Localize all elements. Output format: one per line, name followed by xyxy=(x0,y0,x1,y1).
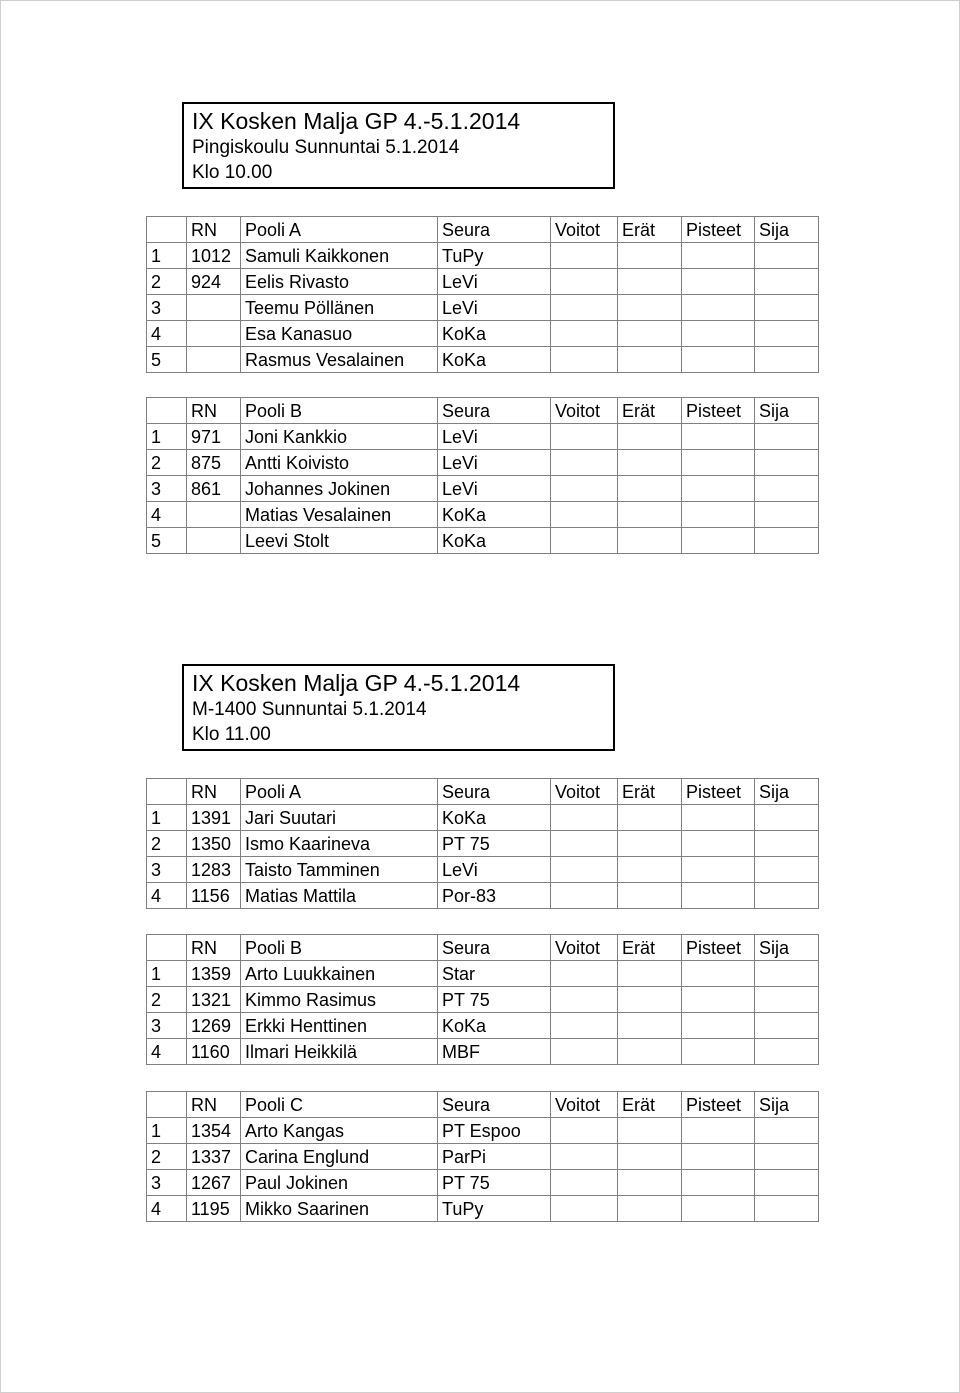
points-cell[interactable] xyxy=(682,424,755,450)
position-cell[interactable] xyxy=(755,961,819,987)
table-row xyxy=(147,987,819,1013)
position-cell[interactable] xyxy=(755,321,819,347)
points-cell[interactable] xyxy=(682,528,755,554)
position-cell[interactable] xyxy=(755,1196,819,1222)
table-row xyxy=(147,831,819,857)
table-row xyxy=(147,1013,819,1039)
row-number: 4 xyxy=(147,1196,187,1222)
player-name: Leevi Stolt xyxy=(241,528,438,554)
player-club: LeVi xyxy=(438,450,551,476)
sets-cell[interactable] xyxy=(618,243,682,269)
player-name: Johannes Jokinen xyxy=(241,476,438,502)
header-wins: Voitot xyxy=(551,1092,618,1118)
section-title-box xyxy=(182,102,615,189)
points-cell[interactable] xyxy=(682,347,755,373)
position-cell[interactable] xyxy=(755,502,819,528)
header-blank xyxy=(147,398,187,424)
sets-cell[interactable] xyxy=(618,1118,682,1144)
player-name: Erkki Henttinen xyxy=(241,1013,438,1039)
player-name: Matias Mattila xyxy=(241,883,438,909)
table-row xyxy=(147,961,819,987)
player-name: Eelis Rivasto xyxy=(241,269,438,295)
points-cell[interactable] xyxy=(682,269,755,295)
table-row xyxy=(147,295,819,321)
row-number: 2 xyxy=(147,987,187,1013)
player-name: Arto Kangas xyxy=(241,1118,438,1144)
player-club: PT 75 xyxy=(438,1170,551,1196)
sets-cell[interactable] xyxy=(618,502,682,528)
player-club: TuPy xyxy=(438,243,551,269)
header-wins: Voitot xyxy=(551,935,618,961)
player-rating: 1321 xyxy=(187,987,241,1013)
player-rating: 1012 xyxy=(187,243,241,269)
row-number: 3 xyxy=(147,1170,187,1196)
position-cell[interactable] xyxy=(755,424,819,450)
pool-header-row xyxy=(147,1092,819,1118)
player-rating xyxy=(187,295,241,321)
points-cell[interactable] xyxy=(682,831,755,857)
player-name: Teemu Pöllänen xyxy=(241,295,438,321)
header-pool-name: Pooli B xyxy=(241,935,438,961)
position-cell[interactable] xyxy=(755,1118,819,1144)
player-rating: 1350 xyxy=(187,831,241,857)
player-rating: 875 xyxy=(187,450,241,476)
points-cell[interactable] xyxy=(682,961,755,987)
table-row xyxy=(147,321,819,347)
player-club: MBF xyxy=(438,1039,551,1065)
header-pool-name: Pooli B xyxy=(241,398,438,424)
row-number: 2 xyxy=(147,450,187,476)
header-club: Seura xyxy=(438,1092,551,1118)
header-blank xyxy=(147,1092,187,1118)
header-points: Pisteet xyxy=(682,217,755,243)
player-club: KoKa xyxy=(438,347,551,373)
row-number: 4 xyxy=(147,502,187,528)
points-cell[interactable] xyxy=(682,1039,755,1065)
header-position: Sija xyxy=(755,398,819,424)
player-rating: 861 xyxy=(187,476,241,502)
event-subtitle: M-1400 Sunnuntai 5.1.2014 xyxy=(192,699,427,720)
points-cell[interactable] xyxy=(682,1118,755,1144)
header-club: Seura xyxy=(438,398,551,424)
player-rating: 1269 xyxy=(187,1013,241,1039)
position-cell[interactable] xyxy=(755,269,819,295)
wins-cell[interactable] xyxy=(551,502,618,528)
player-club: ParPi xyxy=(438,1144,551,1170)
sets-cell[interactable] xyxy=(618,805,682,831)
pool-header-row xyxy=(147,217,819,243)
player-rating xyxy=(187,528,241,554)
wins-cell[interactable] xyxy=(551,1039,618,1065)
sets-cell[interactable] xyxy=(618,961,682,987)
player-name: Antti Koivisto xyxy=(241,450,438,476)
player-club: LeVi xyxy=(438,269,551,295)
header-club: Seura xyxy=(438,935,551,961)
table-row xyxy=(147,528,819,554)
header-sets: Erät xyxy=(618,779,682,805)
wins-cell[interactable] xyxy=(551,1144,618,1170)
wins-cell[interactable] xyxy=(551,476,618,502)
row-number: 1 xyxy=(147,1118,187,1144)
pool-table xyxy=(146,216,819,373)
player-rating: 1156 xyxy=(187,883,241,909)
table-row xyxy=(147,1170,819,1196)
player-rating xyxy=(187,502,241,528)
player-name: Paul Jokinen xyxy=(241,1170,438,1196)
header-points: Pisteet xyxy=(682,779,755,805)
player-club: LeVi xyxy=(438,295,551,321)
row-number: 1 xyxy=(147,961,187,987)
position-cell[interactable] xyxy=(755,1144,819,1170)
points-cell[interactable] xyxy=(682,1196,755,1222)
wins-cell[interactable] xyxy=(551,831,618,857)
player-name: Matias Vesalainen xyxy=(241,502,438,528)
player-name: Esa Kanasuo xyxy=(241,321,438,347)
row-number: 2 xyxy=(147,1144,187,1170)
event-subtitle: Pingiskoulu Sunnuntai 5.1.2014 xyxy=(192,137,460,158)
section-title-box xyxy=(182,664,615,751)
wins-cell[interactable] xyxy=(551,424,618,450)
wins-cell[interactable] xyxy=(551,987,618,1013)
pool-table xyxy=(146,778,819,909)
points-cell[interactable] xyxy=(682,987,755,1013)
table-row xyxy=(147,347,819,373)
header-rn: RN xyxy=(187,779,241,805)
player-club: PT 75 xyxy=(438,831,551,857)
wins-cell[interactable] xyxy=(551,450,618,476)
header-sets: Erät xyxy=(618,398,682,424)
player-club: KoKa xyxy=(438,528,551,554)
sets-cell[interactable] xyxy=(618,1039,682,1065)
player-club: Star xyxy=(438,961,551,987)
player-name: Kimmo Rasimus xyxy=(241,987,438,1013)
wins-cell[interactable] xyxy=(551,1013,618,1039)
player-club: KoKa xyxy=(438,1013,551,1039)
player-club: KoKa xyxy=(438,805,551,831)
row-number: 1 xyxy=(147,243,187,269)
wins-cell[interactable] xyxy=(551,805,618,831)
position-cell[interactable] xyxy=(755,883,819,909)
wins-cell[interactable] xyxy=(551,528,618,554)
player-club: PT 75 xyxy=(438,987,551,1013)
wins-cell[interactable] xyxy=(551,961,618,987)
table-row xyxy=(147,269,819,295)
player-rating: 1337 xyxy=(187,1144,241,1170)
table-row xyxy=(147,450,819,476)
player-rating: 924 xyxy=(187,269,241,295)
row-number: 2 xyxy=(147,831,187,857)
header-rn: RN xyxy=(187,935,241,961)
wins-cell[interactable] xyxy=(551,347,618,373)
pool-table xyxy=(146,934,819,1065)
row-number: 3 xyxy=(147,476,187,502)
header-club: Seura xyxy=(438,779,551,805)
header-sets: Erät xyxy=(618,935,682,961)
header-blank xyxy=(147,779,187,805)
player-name: Arto Luukkainen xyxy=(241,961,438,987)
row-number: 2 xyxy=(147,269,187,295)
wins-cell[interactable] xyxy=(551,857,618,883)
sets-cell[interactable] xyxy=(618,347,682,373)
points-cell[interactable] xyxy=(682,1170,755,1196)
points-cell[interactable] xyxy=(682,476,755,502)
header-pool-name: Pooli A xyxy=(241,779,438,805)
sets-cell[interactable] xyxy=(618,476,682,502)
position-cell[interactable] xyxy=(755,831,819,857)
table-row xyxy=(147,805,819,831)
wins-cell[interactable] xyxy=(551,883,618,909)
sets-cell[interactable] xyxy=(618,831,682,857)
player-rating: 1160 xyxy=(187,1039,241,1065)
player-rating: 971 xyxy=(187,424,241,450)
position-cell[interactable] xyxy=(755,528,819,554)
player-club: KoKa xyxy=(438,502,551,528)
position-cell[interactable] xyxy=(755,243,819,269)
sets-cell[interactable] xyxy=(618,1013,682,1039)
header-blank xyxy=(147,935,187,961)
header-wins: Voitot xyxy=(551,217,618,243)
player-name: Taisto Tamminen xyxy=(241,857,438,883)
pool-header-row xyxy=(147,398,819,424)
table-row xyxy=(147,1118,819,1144)
sets-cell[interactable] xyxy=(618,528,682,554)
player-club: PT Espoo xyxy=(438,1118,551,1144)
player-club: Por-83 xyxy=(438,883,551,909)
header-points: Pisteet xyxy=(682,398,755,424)
player-name: Mikko Saarinen xyxy=(241,1196,438,1222)
header-pool-name: Pooli C xyxy=(241,1092,438,1118)
points-cell[interactable] xyxy=(682,1013,755,1039)
player-club: LeVi xyxy=(438,476,551,502)
position-cell[interactable] xyxy=(755,1013,819,1039)
player-name: Jari Suutari xyxy=(241,805,438,831)
header-club: Seura xyxy=(438,217,551,243)
header-pool-name: Pooli A xyxy=(241,217,438,243)
position-cell[interactable] xyxy=(755,1170,819,1196)
player-rating: 1195 xyxy=(187,1196,241,1222)
sets-cell[interactable] xyxy=(618,857,682,883)
header-wins: Voitot xyxy=(551,779,618,805)
sets-cell[interactable] xyxy=(618,269,682,295)
wins-cell[interactable] xyxy=(551,1118,618,1144)
wins-cell[interactable] xyxy=(551,1196,618,1222)
player-rating: 1391 xyxy=(187,805,241,831)
player-name: Joni Kankkio xyxy=(241,424,438,450)
event-time: Klo 11.00 xyxy=(192,724,271,745)
table-row xyxy=(147,476,819,502)
table-row xyxy=(147,1144,819,1170)
row-number: 3 xyxy=(147,857,187,883)
position-cell[interactable] xyxy=(755,347,819,373)
player-club: LeVi xyxy=(438,857,551,883)
header-rn: RN xyxy=(187,1092,241,1118)
wins-cell[interactable] xyxy=(551,269,618,295)
player-rating: 1359 xyxy=(187,961,241,987)
points-cell[interactable] xyxy=(682,1144,755,1170)
header-sets: Erät xyxy=(618,1092,682,1118)
position-cell[interactable] xyxy=(755,476,819,502)
position-cell[interactable] xyxy=(755,450,819,476)
player-rating: 1283 xyxy=(187,857,241,883)
header-position: Sija xyxy=(755,217,819,243)
header-rn: RN xyxy=(187,398,241,424)
table-row xyxy=(147,883,819,909)
table-row xyxy=(147,424,819,450)
row-number: 5 xyxy=(147,347,187,373)
points-cell[interactable] xyxy=(682,450,755,476)
header-position: Sija xyxy=(755,935,819,961)
row-number: 3 xyxy=(147,1013,187,1039)
sets-cell[interactable] xyxy=(618,450,682,476)
sets-cell[interactable] xyxy=(618,321,682,347)
header-position: Sija xyxy=(755,779,819,805)
table-row xyxy=(147,243,819,269)
player-rating: 1354 xyxy=(187,1118,241,1144)
pool-header-row xyxy=(147,779,819,805)
points-cell[interactable] xyxy=(682,502,755,528)
position-cell[interactable] xyxy=(755,857,819,883)
points-cell[interactable] xyxy=(682,295,755,321)
player-name: Samuli Kaikkonen xyxy=(241,243,438,269)
header-sets: Erät xyxy=(618,217,682,243)
row-number: 4 xyxy=(147,321,187,347)
player-rating xyxy=(187,347,241,373)
player-club: LeVi xyxy=(438,424,551,450)
table-row xyxy=(147,1039,819,1065)
player-name: Carina Englund xyxy=(241,1144,438,1170)
player-club: KoKa xyxy=(438,321,551,347)
pool-header-row xyxy=(147,935,819,961)
position-cell[interactable] xyxy=(755,805,819,831)
pool-table xyxy=(146,397,819,554)
row-number: 5 xyxy=(147,528,187,554)
points-cell[interactable] xyxy=(682,243,755,269)
table-row xyxy=(147,502,819,528)
position-cell[interactable] xyxy=(755,295,819,321)
table-row xyxy=(147,857,819,883)
header-points: Pisteet xyxy=(682,935,755,961)
sets-cell[interactable] xyxy=(618,883,682,909)
player-name: Ismo Kaarineva xyxy=(241,831,438,857)
wins-cell[interactable] xyxy=(551,295,618,321)
event-title: IX Kosken Malja GP 4.-5.1.2014 xyxy=(192,670,521,696)
row-number: 3 xyxy=(147,295,187,321)
header-points: Pisteet xyxy=(682,1092,755,1118)
event-time: Klo 10.00 xyxy=(192,162,273,183)
event-title: IX Kosken Malja GP 4.-5.1.2014 xyxy=(192,108,521,134)
player-club: TuPy xyxy=(438,1196,551,1222)
sets-cell[interactable] xyxy=(618,424,682,450)
pool-table xyxy=(146,1091,819,1222)
sets-cell[interactable] xyxy=(618,1170,682,1196)
header-blank xyxy=(147,217,187,243)
row-number: 1 xyxy=(147,424,187,450)
sets-cell[interactable] xyxy=(618,1196,682,1222)
position-cell[interactable] xyxy=(755,1039,819,1065)
table-row xyxy=(147,1196,819,1222)
sets-cell[interactable] xyxy=(618,1144,682,1170)
wins-cell[interactable] xyxy=(551,243,618,269)
header-wins: Voitot xyxy=(551,398,618,424)
header-rn: RN xyxy=(187,217,241,243)
sets-cell[interactable] xyxy=(618,295,682,321)
sets-cell[interactable] xyxy=(618,987,682,1013)
player-name: Rasmus Vesalainen xyxy=(241,347,438,373)
wins-cell[interactable] xyxy=(551,321,618,347)
wins-cell[interactable] xyxy=(551,1170,618,1196)
player-name: Ilmari Heikkilä xyxy=(241,1039,438,1065)
position-cell[interactable] xyxy=(755,987,819,1013)
points-cell[interactable] xyxy=(682,805,755,831)
row-number: 4 xyxy=(147,1039,187,1065)
player-rating: 1267 xyxy=(187,1170,241,1196)
row-number: 4 xyxy=(147,883,187,909)
points-cell[interactable] xyxy=(682,857,755,883)
player-rating xyxy=(187,321,241,347)
points-cell[interactable] xyxy=(682,321,755,347)
points-cell[interactable] xyxy=(682,883,755,909)
header-position: Sija xyxy=(755,1092,819,1118)
row-number: 1 xyxy=(147,805,187,831)
